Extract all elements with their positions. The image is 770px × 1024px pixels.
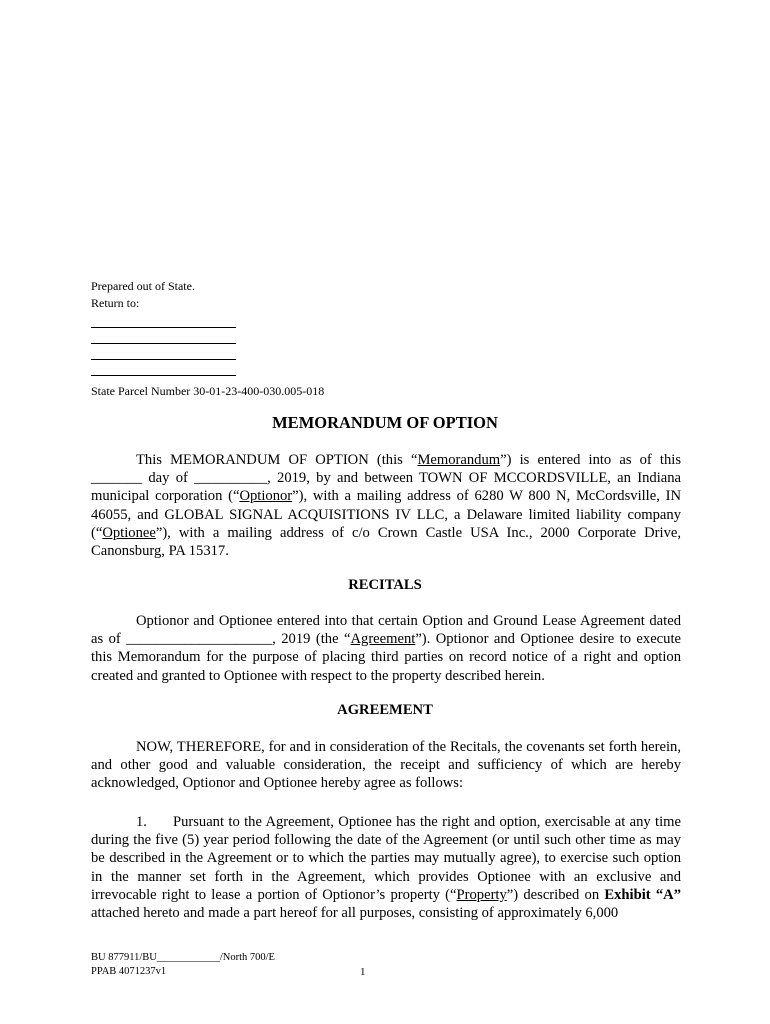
- agreement-heading: AGREEMENT: [337, 702, 433, 718]
- prepared-out-of-state-text: Prepared out of State.: [91, 279, 195, 293]
- return-address-block: [91, 278, 236, 376]
- footer-ppab-line: PPAB 4071237v1: [91, 966, 167, 977]
- intro-paragraph: This MEMORANDUM OF OPTION (this “Memorandum”) is entered into as of this _______ day of __________, 2019, by and between TOWN OF MCCORDSVILLE, an Indiana municipal corporation (“Optionor”), with a mailing address of 6280 W 800 N, McCordsville, IN 46055, and GLOBAL SIGNAL ACQUISITIONS IV LLC, a Delaware limited liability company (“Optionee”), with a mailing address of c/o Crown Castle USA Inc., 2000 Corporate Drive, Canonsburg, PA 15317.: [91, 452, 682, 560]
- page-number: 1: [360, 966, 366, 978]
- section-1-paragraph: 1. Pursuant to the Agreement, Optionee has the right and option, exercisable at any time during the five (5) year period following the date of the Agreement (or until such other time as may be described in the Agreement or to which the parties may mutually agree), to exercise such option in the manner set forth in the Agreement, which provides Optionee with an exclusive and irrevocable right to lease a portion of Optionor’s property (“Property”) described on Exhibit “A” attached hereto and made a part hereof for all purposes, consisting of approximately 6,000: [91, 814, 682, 922]
- return-address-blank-line: [91, 344, 236, 360]
- recitals-heading: RECITALS: [348, 577, 422, 593]
- footer-reference: [91, 951, 275, 979]
- agreement-intro-paragraph: NOW, THEREFORE, for and in consideration of the Recitals, the covenants set forth herein, and other good and valuable consideration, the receipt and sufficiency of which are hereby acknowledged, Optionor and Optionee hereby agree as follows:: [91, 739, 681, 792]
- return-address-blank-line: [91, 360, 236, 376]
- state-parcel-number: State Parcel Number 30-01-23-400-030.005-018: [91, 384, 325, 398]
- section-number: 1.: [136, 814, 147, 830]
- return-address-blank-line: [91, 328, 236, 344]
- document-title: MEMORANDUM OF OPTION: [272, 413, 498, 432]
- return-address-blank-line: [91, 312, 236, 328]
- footer-bu-line: BU 877911/BU____________/North 700/E: [91, 952, 275, 963]
- recitals-paragraph: Optionor and Optionee entered into that certain Option and Ground Lease Agreement dated as of ____________________, 2019 (the “Agreement”). Optionor and Optionee desire to execute this Memorandum for the purpose of placing third parties on record notice of a right and option created and granted to Optionee with respect to the property described herein.: [91, 613, 681, 684]
- return-to-label: Return to:: [91, 296, 140, 310]
